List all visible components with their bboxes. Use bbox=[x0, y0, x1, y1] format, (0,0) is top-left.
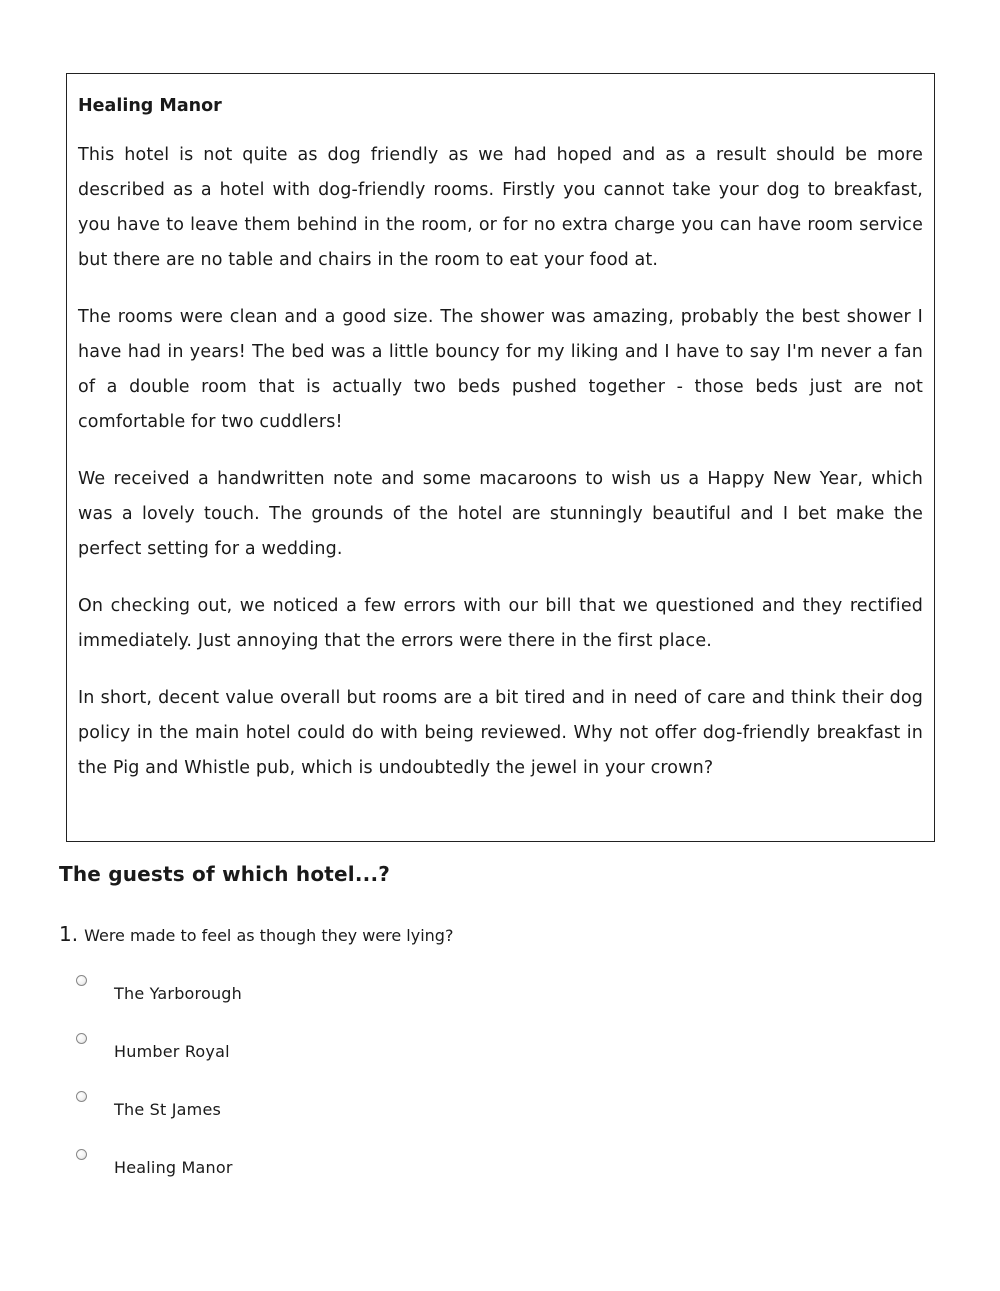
option-label: Humber Royal bbox=[114, 1042, 230, 1061]
answer-option[interactable] bbox=[76, 1033, 476, 1091]
question-1 bbox=[59, 922, 453, 946]
radio-button[interactable] bbox=[76, 1149, 87, 1160]
answer-options bbox=[76, 975, 476, 1207]
option-label: Healing Manor bbox=[114, 1158, 233, 1177]
review-paragraph: On checking out, we noticed a few errors with our bill that we questioned and they rectified immediately. Just annoying that the errors were there in the first place. bbox=[78, 596, 923, 651]
review-title: Healing Manor bbox=[78, 96, 222, 116]
option-label: The Yarborough bbox=[114, 984, 242, 1003]
answer-option[interactable] bbox=[76, 1091, 476, 1149]
option-label: The St James bbox=[114, 1100, 222, 1119]
review-box bbox=[66, 73, 935, 842]
radio-button[interactable] bbox=[76, 1091, 87, 1102]
answer-option[interactable] bbox=[76, 1149, 476, 1207]
quiz-heading: The guests of which hotel...? bbox=[59, 862, 391, 886]
review-paragraph: This hotel is not quite as dog friendly as we had hoped and as a result should be more described as a hotel with dog-friendly rooms. Firstly you cannot take your dog to breakfast, you have to leave them behind in the room, or for no extra charge you can have room service but there are no table and chairs in the room to eat your food at. bbox=[78, 145, 923, 270]
review-paragraph: The rooms were clean and a good size. The shower was amazing, probably the best shower I have had in years! The bed was a little bouncy for my liking and I have to say I'm never a fan of a double room that is actually two beds pushed together - those beds just are not comfortable for two cuddlers! bbox=[78, 307, 923, 432]
radio-button[interactable] bbox=[76, 975, 87, 986]
review-paragraph: In short, decent value overall but rooms are a bit tired and in need of care and think their dog policy in the main hotel could do with being reviewed. Why not offer dog-friendly breakfast in the Pig and Whistle pub, which is undoubtedly the jewel in your crown? bbox=[78, 688, 923, 778]
review-paragraph: We received a handwritten note and some macaroons to wish us a Happy New Year, which was a lovely touch. The grounds of the hotel are stunningly beautiful and I bet make the perfect setting for a wedding. bbox=[78, 469, 923, 559]
question-text: Were made to feel as though they were lying? bbox=[84, 926, 454, 945]
radio-button[interactable] bbox=[76, 1033, 87, 1044]
question-number: 1. bbox=[59, 922, 79, 946]
answer-option[interactable] bbox=[76, 975, 476, 1033]
